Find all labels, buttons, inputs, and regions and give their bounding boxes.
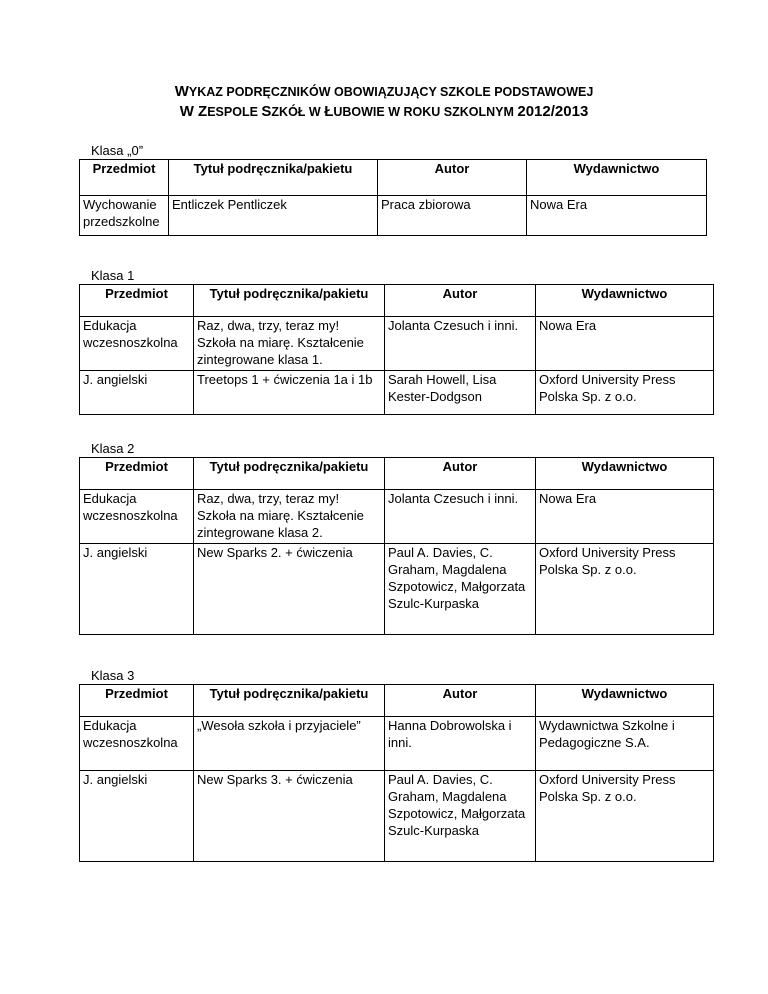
cell-subject: J. angielski (80, 771, 194, 862)
header-title: Tytuł podręcznika/pakietu (169, 160, 378, 196)
class-label-0: Klasa „0” (91, 143, 144, 158)
header-publisher: Wydawnictwo (527, 160, 707, 196)
header-subject: Przedmiot (80, 285, 194, 317)
table-row (80, 490, 714, 544)
header-publisher: Wydawnictwo (536, 458, 714, 490)
header-author: Autor (385, 285, 536, 317)
table-row (80, 771, 714, 862)
cell-title: Raz, dwa, trzy, teraz my! Szkoła na miarę. Kształcenie zintegrowane klasa 2. (194, 490, 385, 544)
cell-subject: J. angielski (80, 371, 194, 415)
class-label-3: Klasa 3 (91, 668, 135, 683)
cell-subject: Wychowanie przedszkolne (80, 196, 169, 236)
header-author: Autor (385, 458, 536, 490)
table-header-row (80, 285, 714, 317)
class-label-2: Klasa 2 (91, 441, 135, 456)
cell-title: „Wesoła szkoła i przyjaciele” (194, 717, 385, 771)
header-publisher: Wydawnictwo (536, 285, 714, 317)
table-row (80, 317, 714, 371)
table-row (80, 196, 707, 236)
table-row (80, 544, 714, 635)
cell-author: Sarah Howell, Lisa Kester-Dodgson (385, 371, 536, 415)
header-title: Tytuł podręcznika/pakietu (194, 685, 385, 717)
cell-subject: Edukacja wczesnoszkolna (80, 717, 194, 771)
cell-title: New Sparks 2. + ćwiczenia (194, 544, 385, 635)
textbook-table-class-1 (79, 284, 714, 415)
table-header-row (80, 160, 707, 196)
cell-author: Jolanta Czesuch i inni. (385, 490, 536, 544)
table-header-row (80, 685, 714, 717)
header-title: Tytuł podręcznika/pakietu (194, 285, 385, 317)
cell-publisher: Nowa Era (536, 317, 714, 371)
textbook-table-class-0 (79, 159, 707, 236)
cell-publisher: Oxford University Press Polska Sp. z o.o. (536, 544, 714, 635)
cell-author: Paul A. Davies, C. Graham, Magdalena Szpotowicz, Małgorzata Szulc-Kurpaska (385, 544, 536, 635)
header-subject: Przedmiot (80, 160, 169, 196)
cell-publisher: Oxford University Press Polska Sp. z o.o. (536, 371, 714, 415)
table-header-row (80, 458, 714, 490)
document-title (0, 82, 768, 122)
header-author: Autor (378, 160, 527, 196)
header-author: Autor (385, 685, 536, 717)
cell-publisher: Oxford University Press Polska Sp. z o.o. (536, 771, 714, 862)
header-publisher: Wydawnictwo (536, 685, 714, 717)
cell-title: New Sparks 3. + ćwiczenia (194, 771, 385, 862)
table-row (80, 717, 714, 771)
class-label-1: Klasa 1 (91, 268, 135, 283)
cell-subject: Edukacja wczesnoszkolna (80, 317, 194, 371)
cell-publisher: Wydawnictwa Szkolne i Pedagogiczne S.A. (536, 717, 714, 771)
cell-title: Entliczek Pentliczek (169, 196, 378, 236)
title-line-1: WYKAZ PODRĘCZNIKÓW OBOWIĄZUJĄCY SZKOLE PODSTAWOWEJ (174, 83, 594, 100)
cell-subject: J. angielski (80, 544, 194, 635)
textbook-table-class-2 (79, 457, 714, 635)
cell-author: Paul A. Davies, C. Graham, Magdalena Szpotowicz, Małgorzata Szulc-Kurpaska (385, 771, 536, 862)
table-row (80, 371, 714, 415)
header-subject: Przedmiot (80, 458, 194, 490)
cell-title: Raz, dwa, trzy, teraz my! Szkoła na miarę. Kształcenie zintegrowane klasa 1. (194, 317, 385, 371)
cell-author: Praca zbiorowa (378, 196, 527, 236)
title-line-2: W ZESPOLE SZKÓŁ W ŁUBOWIE W ROKU SZKOLNYM 2012/2013 (179, 103, 589, 120)
header-subject: Przedmiot (80, 685, 194, 717)
cell-publisher: Nowa Era (527, 196, 707, 236)
cell-author: Hanna Dobrowolska i inni. (385, 717, 536, 771)
header-title: Tytuł podręcznika/pakietu (194, 458, 385, 490)
cell-publisher: Nowa Era (536, 490, 714, 544)
cell-title: Treetops 1 + ćwiczenia 1a i 1b (194, 371, 385, 415)
cell-author: Jolanta Czesuch i inni. (385, 317, 536, 371)
textbook-table-class-3 (79, 684, 714, 862)
cell-subject: Edukacja wczesnoszkolna (80, 490, 194, 544)
